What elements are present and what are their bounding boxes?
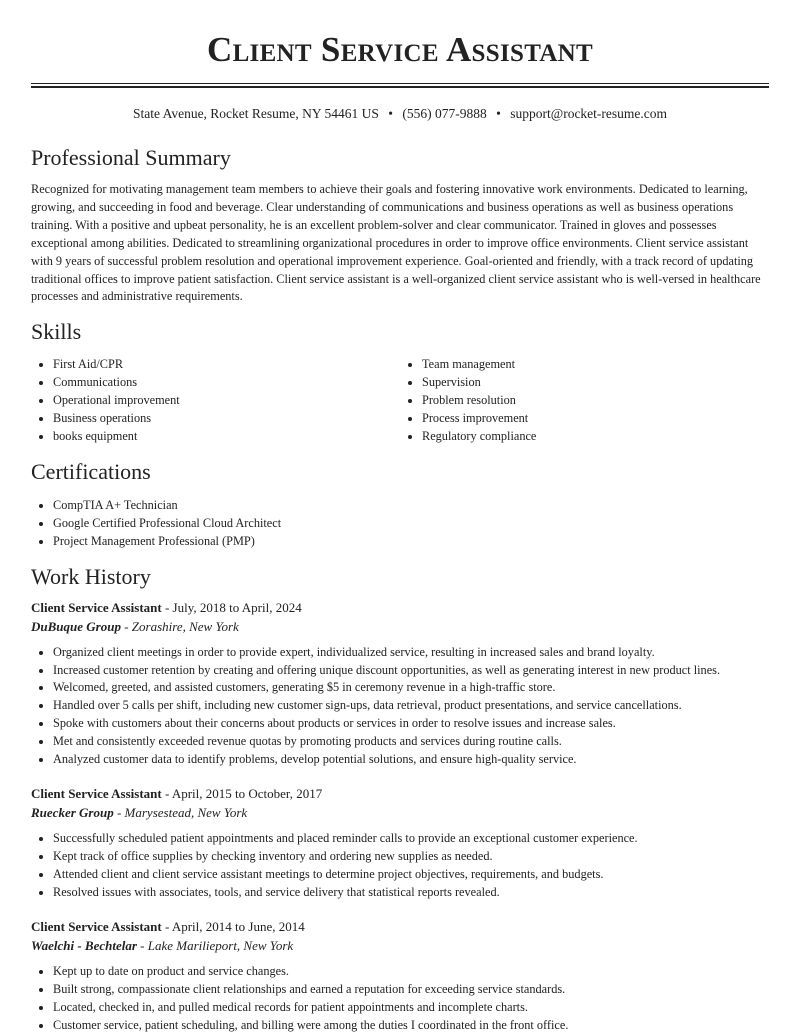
email-text: support@rocket-resume.com	[510, 106, 668, 121]
skill-item: • Communications	[53, 374, 400, 392]
job-bullets	[31, 963, 769, 1034]
job-title-line	[31, 784, 769, 803]
header-divider	[31, 83, 769, 88]
skill-item: • Operational improvement	[53, 392, 400, 410]
skill-item: • Process improvement	[422, 410, 769, 428]
company-line	[31, 936, 769, 955]
job-bullet: • Located, checked in, and pulled medical records for patient appointments and incomplete charts.	[53, 999, 769, 1017]
certifications-list	[31, 497, 769, 550]
contact-separator: •	[496, 106, 501, 121]
summary-heading: Professional Summary	[31, 145, 231, 170]
job-bullet: • Increased customer retention by creating and offering unique discount opportunities, as well as generating interest in new product lines.	[53, 662, 769, 680]
skill-item: • books equipment	[53, 428, 400, 446]
skills-grid	[31, 356, 769, 445]
job-title-line	[31, 598, 769, 617]
skills-list-right	[400, 356, 769, 445]
job-dates: - April, 2015 to October, 2017	[161, 786, 323, 802]
job-role: Client Service Assistant	[31, 919, 162, 935]
company-name: Waelchi - Bechtelar	[31, 938, 137, 954]
phone-text: (556) 077-9888	[402, 106, 487, 121]
company-name: Ruecker Group	[31, 805, 114, 821]
job-bullet: • Built strong, compassionate client relationships and earned a reputation for exceeding service standards.	[53, 981, 769, 999]
certification-item: • Project Management Professional (PMP)	[53, 533, 769, 551]
job-bullets	[31, 644, 769, 769]
job-bullet: • Spoke with customers about their concerns about products or services in order to resolve issues and increase sales.	[53, 715, 769, 733]
job-bullet: • Met and consistently exceeded revenue quotas by promoting products and services during routine calls.	[53, 733, 769, 751]
job-bullet: • Organized client meetings in order to provide expert, individualized service, resulting in increased sales and brand loyalty.	[53, 644, 769, 662]
job-bullet: • Attended client and client service assistant meetings to determine project objectives, requirements, and budgets.	[53, 866, 769, 884]
job-entry	[31, 917, 769, 1034]
job-bullet: • Kept track of office supplies by checking inventory and ordering new supplies as needed.	[53, 848, 769, 866]
company-location: - Zorashire, New York	[120, 618, 239, 634]
contact-line	[31, 105, 769, 123]
skills-heading: Skills	[31, 319, 82, 345]
certifications-heading: Certifications	[31, 459, 151, 485]
address-text: State Avenue, Rocket Resume, NY 54461 US	[132, 106, 379, 121]
company-location: - Lake Marilieport, New York	[136, 938, 294, 954]
job-role: Client Service Assistant	[31, 599, 162, 615]
job-bullet: • Analyzed customer data to identify problems, develop potential solutions, and ensure high-quality service.	[53, 751, 769, 769]
job-dates: - July, 2018 to April, 2024	[161, 599, 302, 615]
job-entry	[31, 784, 769, 901]
summary-text: Recognized for motivating management team members to achieve their goals and fostering innovative work environments. Dedicated to learning, growing, and succeeding in food and beverage. Clear understanding of communications and business operations as well as business operations training. With a positive and upbeat personality, he is an excellent problem-solver and clear communicator. Trained in gloves and possesses exceptional among abilities. Dedicated to streamlining organizational procedures in order to improve office environments. Client service assistant with 9 years of successful problem resolution and operational improvement experience. Goal-oriented and friendly, with a track record of updating traditional offices to improve patient satisfaction. Client service assistant is a well-organized client service assistant who is well-versed in healthcare processes and administrative requirements.	[31, 182, 761, 304]
skill-item: • Team management	[422, 356, 769, 374]
certification-item: • Google Certified Professional Cloud Architect	[53, 515, 769, 533]
certification-item: • CompTIA A+ Technician	[53, 497, 769, 515]
company-location: - Marysestead, New York	[113, 805, 248, 821]
skill-item: • Regulatory compliance	[422, 428, 769, 446]
job-bullet: • Handled over 5 calls per shift, including new customer sign-ups, data retrieval, product presentations, and service cancellations.	[53, 697, 769, 715]
company-name: DuBuque Group	[31, 618, 121, 634]
company-line	[31, 617, 769, 636]
skill-item: • Problem resolution	[422, 392, 769, 410]
job-dates: - April, 2014 to June, 2014	[161, 919, 305, 935]
job-bullet: • Welcomed, greeted, and assisted customers, generating $5 in ceremony revenue in a high-traffic store.	[53, 679, 769, 697]
job-bullet: • Successfully scheduled patient appointments and placed reminder calls to provide an exceptional customer experience.	[53, 830, 769, 848]
job-bullet: • Kept up to date on product and service changes.	[53, 963, 769, 981]
job-bullet: • Resolved issues with associates, tools, and service delivery that statistical reports revealed.	[53, 884, 769, 902]
candidate-name: Client Service Assistant	[207, 30, 593, 69]
job-entry	[31, 598, 769, 769]
work-history-heading: Work History	[31, 563, 151, 589]
job-bullet: • Customer service, patient scheduling, and billing were among the duties I coordinated in the front office.	[53, 1017, 769, 1035]
job-title-line	[31, 917, 769, 936]
skill-item: • Supervision	[422, 374, 769, 392]
skills-list-left	[31, 356, 400, 445]
job-bullets	[31, 830, 769, 901]
skill-item: • Business operations	[53, 410, 400, 428]
company-line	[31, 803, 769, 822]
skill-item: • First Aid/CPR	[53, 356, 400, 374]
job-role: Client Service Assistant	[31, 786, 162, 802]
contact-separator: •	[388, 106, 394, 121]
